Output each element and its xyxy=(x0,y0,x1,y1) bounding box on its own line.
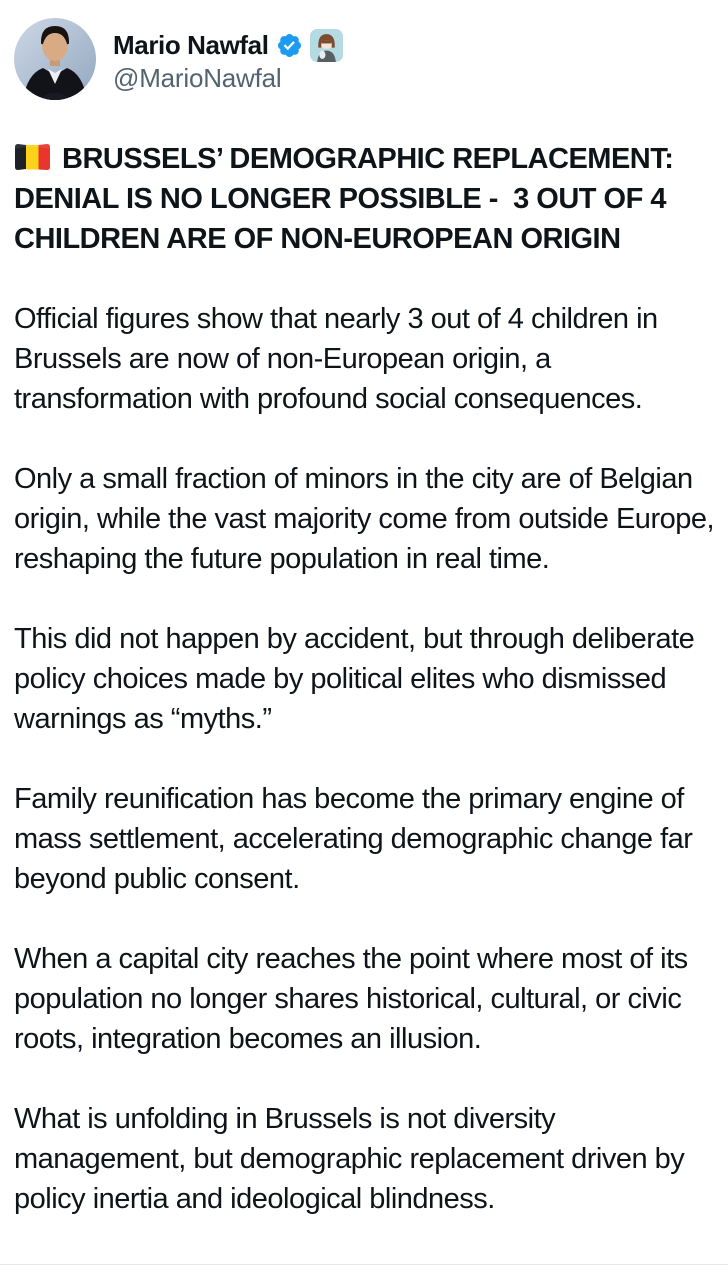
tweet-paragraph: Family reunification has become the primary engine of mass settlement, accelerating demographic change far beyond public consent. xyxy=(14,783,693,895)
tweet-paragraph: When a capital city reaches the point where most of its population no longer shares historical, cultural, or civic roots, integration becomes an illusion. xyxy=(14,943,688,1055)
user-handle[interactable]: @MarioNawfal xyxy=(113,63,282,93)
belgium-flag-emoji xyxy=(14,143,51,171)
tweet-paragraph: What is unfolding in Brussels is not diversity management, but demographic replacement driven by policy inertia and ideological blindness. xyxy=(14,1103,685,1215)
tweet-paragraphs xyxy=(14,299,720,1219)
profile-photo xyxy=(14,18,96,100)
tweet-paragraph: This did not happen by accident, but through deliberate policy choices made by political elites who dismissed warnings as “myths.” xyxy=(14,623,695,735)
tweet-text xyxy=(14,139,720,1219)
hooded-avatar-emoji xyxy=(310,29,343,62)
headline-text: BRUSSELS’ DEMOGRAPHIC REPLACEMENT: DENIAL IS NO LONGER POSSIBLE - 3 OUT OF 4 CHILDREN ARE OF NON-EUROPEAN ORIGIN xyxy=(14,143,681,255)
avatar[interactable] xyxy=(14,18,96,100)
divider xyxy=(0,1264,728,1265)
tweet-paragraph: Only a small fraction of minors in the city are of Belgian origin, while the vast majority come from outside Europe, reshaping the future population in real time. xyxy=(14,463,715,575)
user-name-row xyxy=(113,27,343,63)
display-name[interactable]: Mario Nawfal xyxy=(113,29,269,60)
verified-badge-icon xyxy=(276,32,303,59)
tweet-paragraph: Official figures show that nearly 3 out of 4 children in Brussels are now of non-European origin, a transformation with profound social consequences. xyxy=(14,303,658,415)
tweet-headline xyxy=(14,139,720,259)
